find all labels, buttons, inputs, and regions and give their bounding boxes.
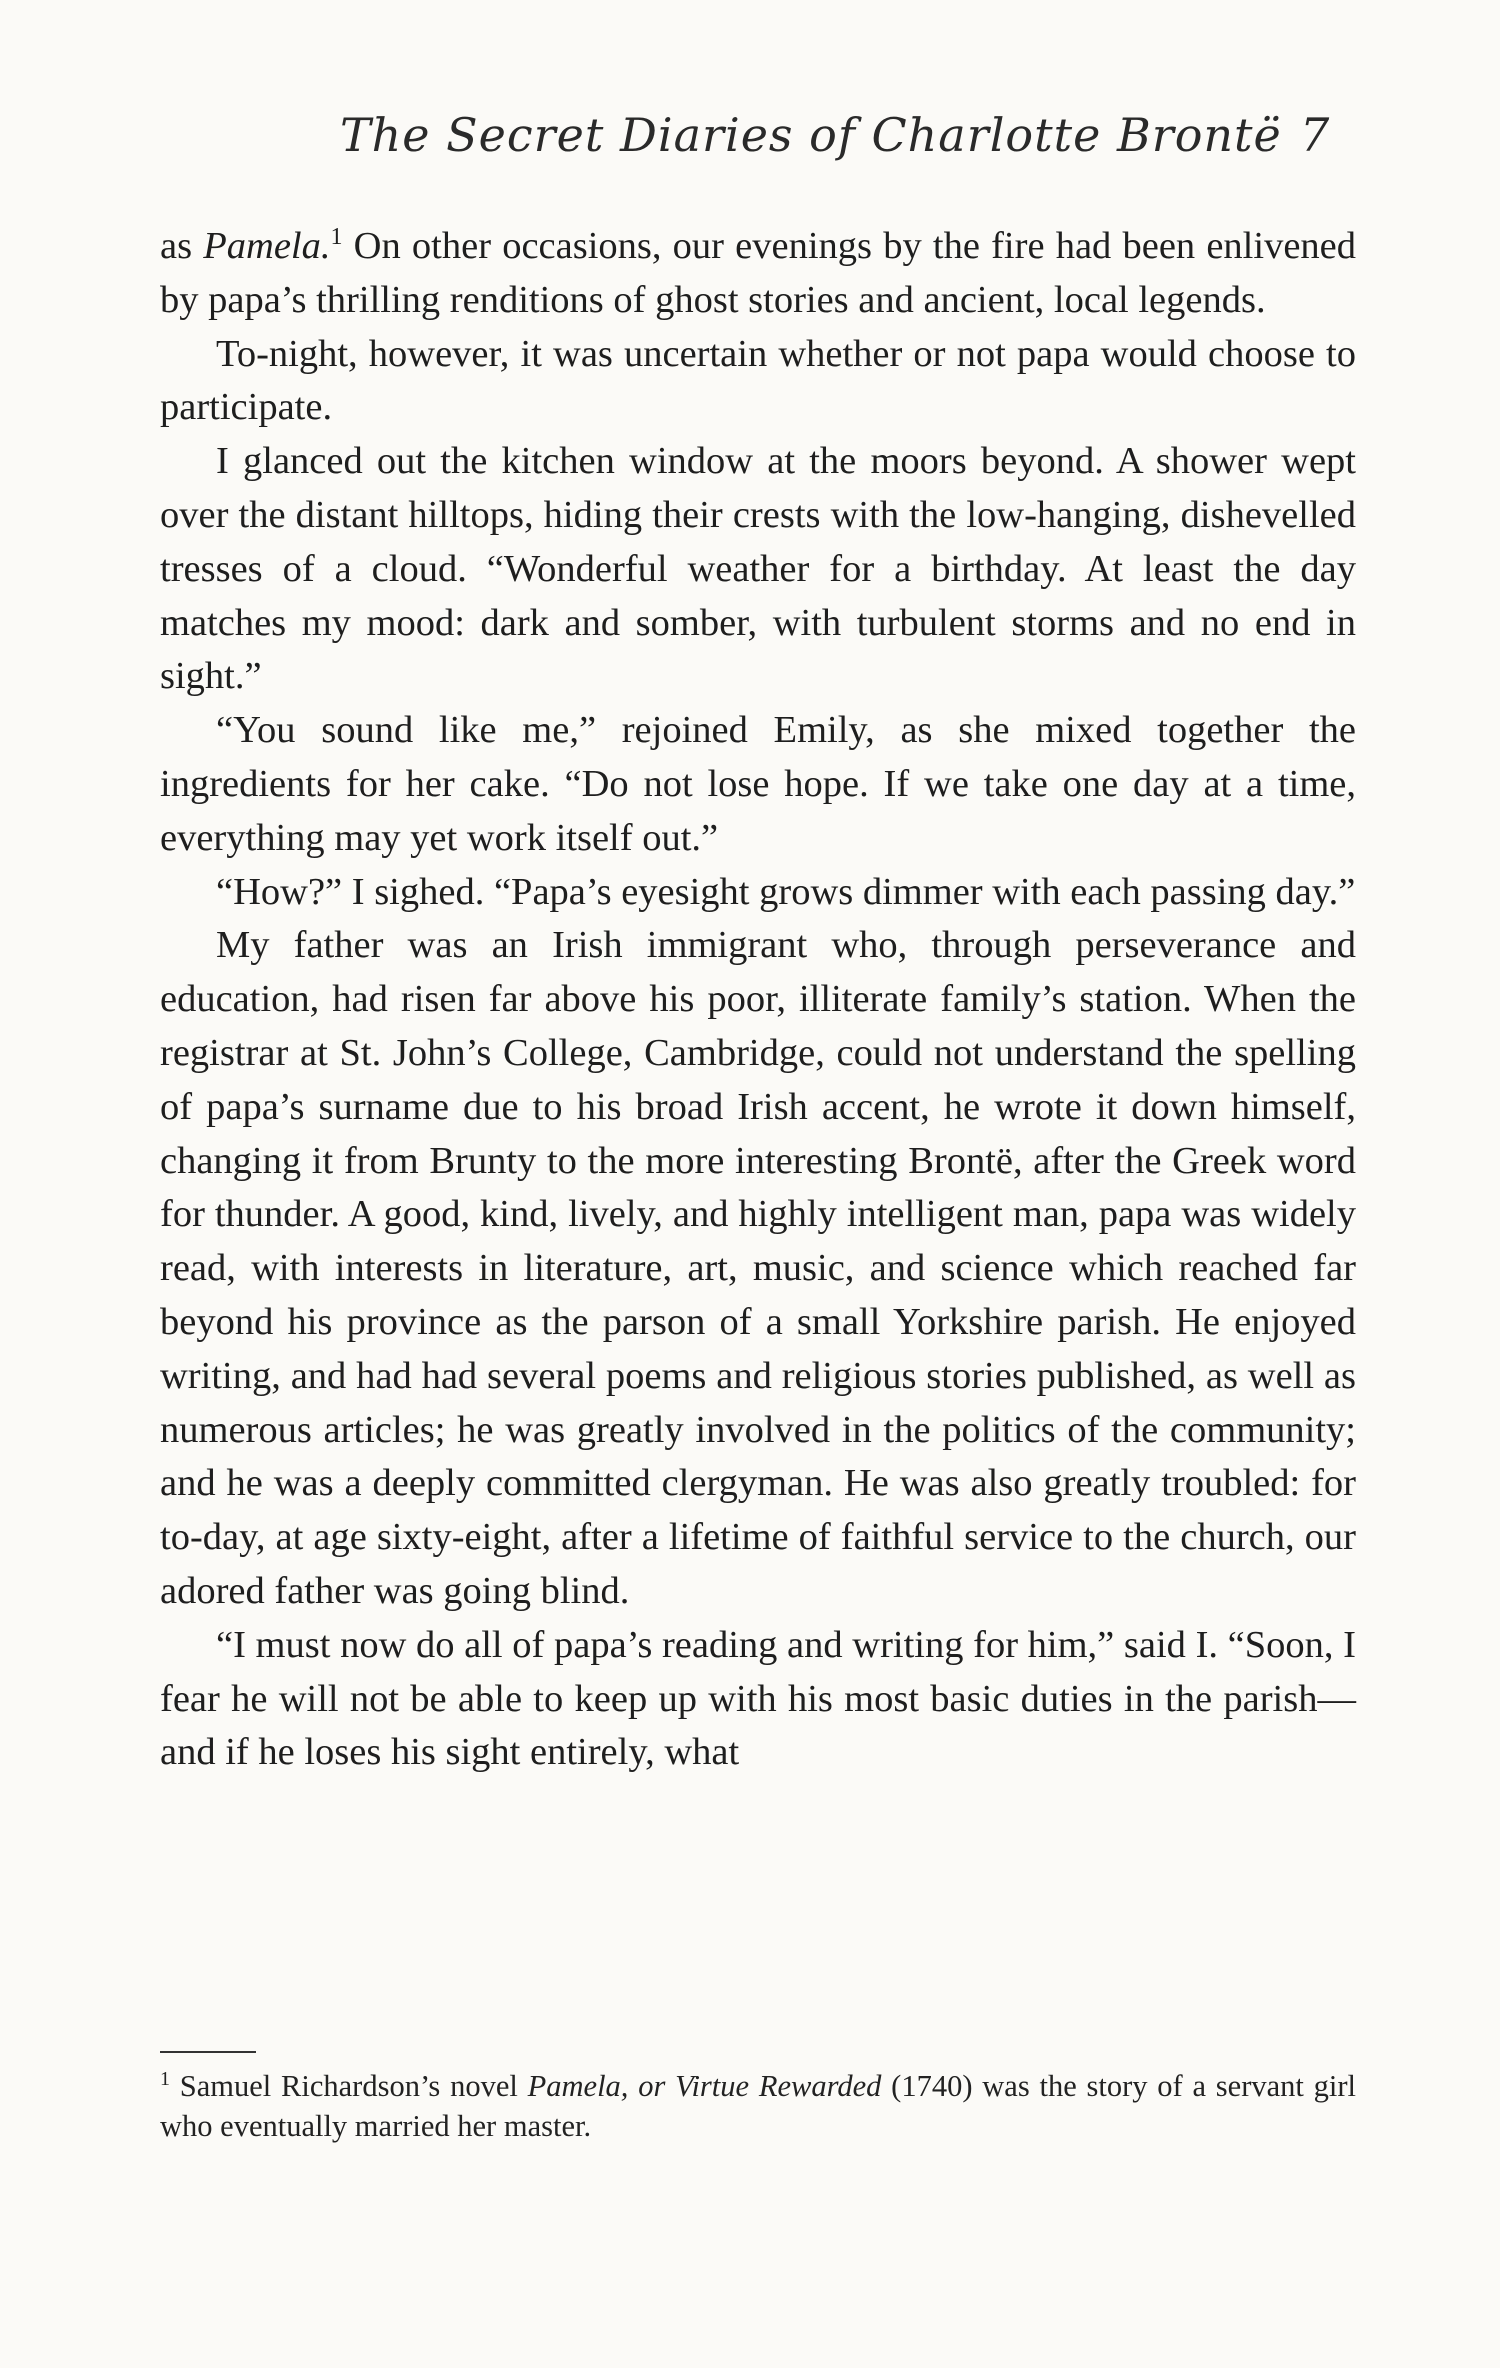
running-head <box>340 108 1340 178</box>
paragraph-6: My father was an Irish immigrant who, through perseverance and education, had risen far above his poor, illiterate family’s station. When the registrar at St. John’s College, Cambridge, could not understand the spelling of papa’s surname due to his broad Irish accent, he wrote it down himself, changing it from Brunty to the more interesting Brontë, after the Greek word for thunder. A good, kind, lively, and highly intelligent man, papa was widely read, with interests in literature, art, music, and science which reached far beyond his province as the parson of a small Yorkshire parish. He enjoyed writing, and had had several poems and religious stories published, as well as numerous articles; he was greatly involved in the politics of the community; and he was a deeply committed clergyman. He was also greatly troubled: for to-day, at age sixty-eight, after a lifetime of faithful service to the church, our adored father was going blind. <box>160 924 1356 1612</box>
footnote-marker: 1 <box>160 2067 170 2090</box>
footnote-rule <box>160 2051 256 2053</box>
footnote-lead: Samuel Richardson’s novel <box>170 2069 528 2103</box>
footnote-rest: (1740) was the story of a servant girl who eventually married her master. <box>160 2069 1356 2143</box>
paragraph-3: I glanced out the kitchen window at the moors beyond. A shower wept over the distant hilltops, hiding their crests with the low-hanging, dishevelled tresses of a cloud. “Wonderful weather for a birthday. At least the day matches my mood: dark and somber, with turbulent storms and no end in sight.” <box>160 440 1356 698</box>
paragraph-2: To-night, however, it was uncertain whether or not papa would choose to participate. <box>160 332 1356 429</box>
paragraph-5: “How?” I sighed. “Papa’s eyesight grows dimmer with each passing day.” <box>216 870 1356 913</box>
page-number: 7 <box>1300 108 1330 162</box>
footnote-book-title: Pamela, or Virtue Rewarded <box>527 2069 882 2103</box>
paragraph-1-rest: On other occasions, our evenings by the fire had been enlivened by papa’s thrilling renditions of ghost stories and ancient, local legends. <box>160 225 1356 321</box>
paragraph-7: “I must now do all of papa’s reading and writing for him,” said I. “Soon, I fear he will not be able to keep up with his most basic duties in the parish—and if he loses his sight entirely, what <box>160 1623 1356 1774</box>
paragraph-1 <box>160 220 1356 328</box>
running-title: The Secret Diaries of Charlotte Brontë <box>340 108 1282 162</box>
body-text <box>160 220 1356 1780</box>
paragraph-1-lead: as <box>160 225 204 267</box>
book-title-pamela: Pamela. <box>203 225 331 267</box>
footnote <box>160 2066 1356 2146</box>
footnote-reference: 1 <box>330 224 343 251</box>
paragraph-4: “You sound like me,” rejoined Emily, as she mixed together the ingredients for her cake. “Do not lose hope. If we take one day at a time, everything may yet work itself out.” <box>160 709 1356 859</box>
